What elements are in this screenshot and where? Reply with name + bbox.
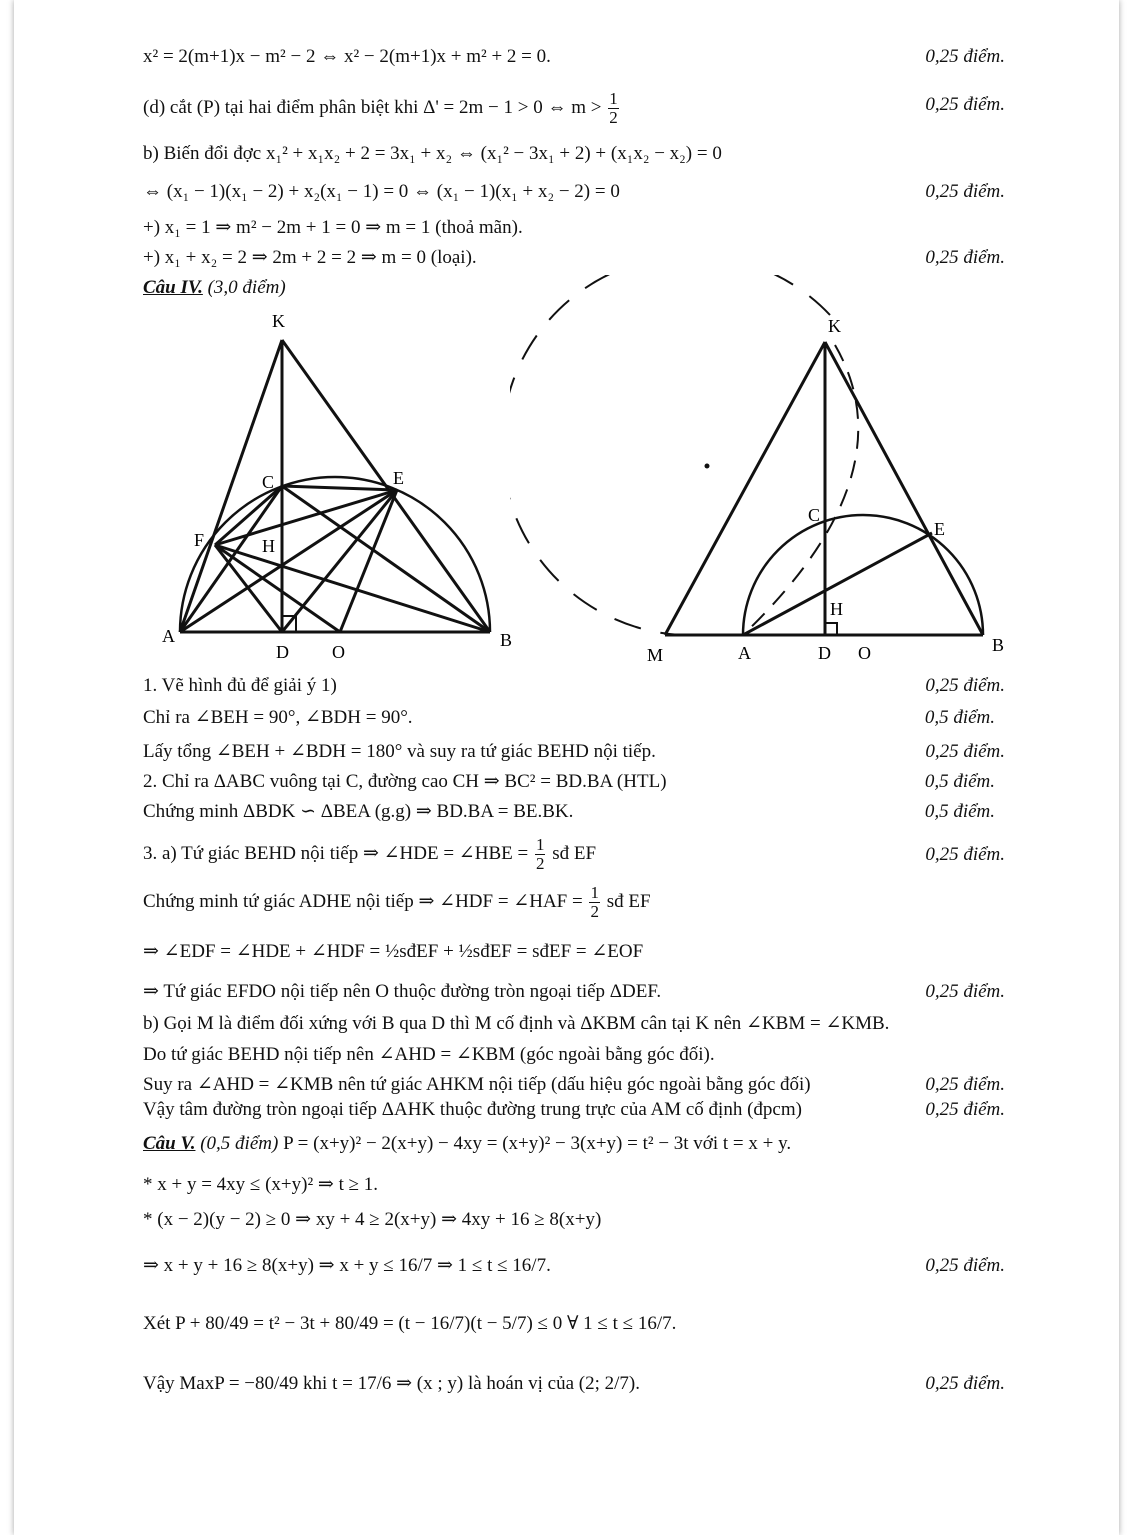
v-line-5: Vậy MaxP = −80/49 khi t = 17/6 ⇒ (x ; y) là hoán vị của (2; 2/7). — [143, 1373, 640, 1394]
iv-line-13: Vậy tâm đường tròn ngoại tiếp ΔAHK thuộc đường trung trực của AM cố định (đpcm) — [143, 1099, 802, 1120]
iv-line-12: Suy ra ∠AHD = ∠KMB nên tứ giác AHKM nội tiếp (dấu hiệu góc ngoài bằng góc đối) — [143, 1074, 811, 1095]
iv-line-10: b) Gọi M là điểm đối xứng với B qua D thì M cố định và ΔKBM cân tại K nên ∠KBM = ∠KMB. — [143, 1013, 890, 1034]
iv-line-9: ⇒ Tứ giác EFDO nội tiếp nên O thuộc đường tròn ngoại tiếp ΔDEF. — [143, 981, 662, 1002]
iv-line-6-arc: sđ EF — [552, 842, 597, 864]
eq-line-5: +) x₁ = 1 ⇒ m² − 2m + 1 = 0 ⇒ m = 1 (thoả mãn). — [143, 217, 523, 238]
score-7: 0,25 điểm. — [925, 741, 1005, 762]
iv-line-8: ⇒ ∠EDF = ∠HDE + ∠HDF = ½sđEF + ½sđEF = sđEF = ∠EOF — [143, 941, 644, 962]
fig2-label-C: C — [808, 505, 821, 525]
score-12: 0,25 điểm. — [925, 1074, 1005, 1095]
eq-line-2-text: (d) cắt (P) tại hai điểm phân biệt khi Δ' = 2m − 1 > 0 ⇔ m > — [143, 96, 602, 118]
score-1: 0,25 điểm. — [925, 46, 1005, 67]
eq-line-3: b) Biến đổi đợc x₁² + x₁x₂ + 2 = 3x₁ + x₂ ⇔ (x₁² − 3x₁ + 2) + (x₁x₂ − x₂) = 0 — [143, 143, 722, 164]
iv-line-7-arc: sđ EF — [606, 890, 651, 912]
geometry-figure-right — [510, 275, 1020, 675]
score-13: 0,25 điểm. — [925, 1099, 1005, 1120]
score-9: 0,5 điểm. — [924, 801, 995, 822]
fig1-label-E: E — [393, 468, 404, 488]
fig2-label-O: O — [858, 643, 871, 663]
iv-line-7 — [143, 884, 651, 921]
iv-line-6 — [143, 836, 596, 873]
iv-line-4: 2. Chỉ ra ΔABC vuông tại C, đường cao CH ⇒ BC² = BD.BA (HTL) — [143, 771, 667, 792]
fig1-label-B: B — [500, 630, 513, 650]
fig1-label-O: O — [332, 642, 345, 662]
fig2-label-K: K — [828, 316, 841, 336]
score-15: 0,25 điểm. — [925, 1373, 1005, 1394]
score-4: 0,25 điểm. — [925, 247, 1005, 268]
fraction-half: $\frac{1}{2}$ — [609, 89, 618, 127]
fraction-half-2: $\frac{1}{2}$ — [535, 835, 545, 873]
iv-line-1: 1. Vẽ hình đủ để giải ý 1) — [143, 675, 337, 696]
fig1-label-F: F — [194, 530, 205, 550]
fig2-label-E: E — [934, 519, 945, 539]
fig2-label-H: H — [830, 599, 843, 619]
score-2: 0,25 điểm. — [925, 94, 1005, 115]
iv-line-2: Chỉ ra ∠BEH = 90°, ∠BDH = 90°. — [143, 707, 413, 728]
fig2-label-B: B — [992, 635, 1005, 655]
fig1-label-D: D — [276, 642, 289, 662]
section-iv-title: Câu IV. — [143, 277, 203, 298]
section-v-title: Câu V. — [143, 1133, 196, 1154]
fig1-label-A: A — [162, 626, 175, 646]
v-line-2: * (x − 2)(y − 2) ≥ 0 ⇒ xy + 4 ≥ 2(x+y) ⇒ 4xy + 16 ≥ 8(x+y) — [143, 1209, 602, 1230]
fig1-label-K: K — [272, 311, 285, 331]
v-line-4: Xét P + 80/49 = t² − 3t + 80/49 = (t − 16/7)(t − 5/7) ≤ 0 ∀ 1 ≤ t ≤ 16/7. — [143, 1313, 677, 1334]
score-11: 0,25 điểm. — [925, 981, 1005, 1002]
iv-line-7-text: Chứng minh tứ giác ADHE nội tiếp ⇒ ∠HDF = ∠HAF = — [143, 890, 583, 912]
section-v-heading — [143, 1132, 791, 1156]
section-v-equation: P = (x+y)² − 2(x+y) − 4xy = (x+y)² − 3(x+y) = t² − 3t với t = x + y. — [283, 1133, 792, 1154]
fraction-half-3: $\frac{1}{2}$ — [590, 883, 599, 921]
eq-line-4: ⇔ (x₁ − 1)(x₁ − 2) + x₂(x₁ − 1) = 0 ⇔ (x₁ − 1)(x₁ + x₂ − 2) = 0 — [143, 181, 620, 202]
section-iv-score: (3,0 điểm) — [207, 277, 286, 298]
v-line-3: ⇒ x + y + 16 ≥ 8(x+y) ⇒ x + y ≤ 16/7 ⇒ 1 ≤ t ≤ 16/7. — [143, 1255, 551, 1276]
score-8: 0,5 điểm. — [924, 771, 995, 792]
score-3: 0,25 điểm. — [925, 181, 1005, 202]
fig2-label-M: M — [647, 645, 664, 665]
score-14: 0,25 điểm. — [925, 1255, 1005, 1276]
score-5: 0,25 điểm. — [925, 675, 1005, 696]
fig2-label-A: A — [738, 643, 751, 663]
iv-line-6-text: 3. a) Tứ giác BEHD nội tiếp ⇒ ∠HDE = ∠HBE = — [143, 842, 529, 864]
iv-line-11: Do tứ giác BEHD nội tiếp nên ∠AHD = ∠KBM (góc ngoài bằng góc đối). — [143, 1044, 715, 1065]
fig1-label-C: C — [262, 472, 275, 492]
iv-line-5: Chứng minh ΔBDK ∽ ΔBEA (g.g) ⇒ BD.BA = BE.BK. — [143, 801, 574, 822]
eq-line-6: +) x₁ + x₂ = 2 ⇒ 2m + 2 = 2 ⇒ m = 0 (loại). — [143, 247, 477, 268]
iv-line-3: Lấy tổng ∠BEH + ∠BDH = 180° và suy ra tứ giác BEHD nội tiếp. — [143, 741, 656, 762]
section-iv-heading — [143, 276, 286, 300]
eq-line-2 — [143, 90, 621, 127]
score-6: 0,5 điểm. — [924, 707, 995, 728]
v-line-1: * x + y = 4xy ≤ (x+y)² ⇒ t ≥ 1. — [143, 1174, 379, 1195]
section-v-score: (0,5 điểm) — [200, 1133, 279, 1154]
fig1-label-H: H — [262, 536, 275, 556]
fig2-label-D: D — [818, 643, 831, 663]
eq-line-1: x² = 2(m+1)x − m² − 2 ⇔ x² − 2(m+1)x + m² + 2 = 0. — [143, 46, 551, 67]
score-10: 0,25 điểm. — [925, 844, 1005, 865]
geometry-figure-left — [150, 300, 530, 670]
